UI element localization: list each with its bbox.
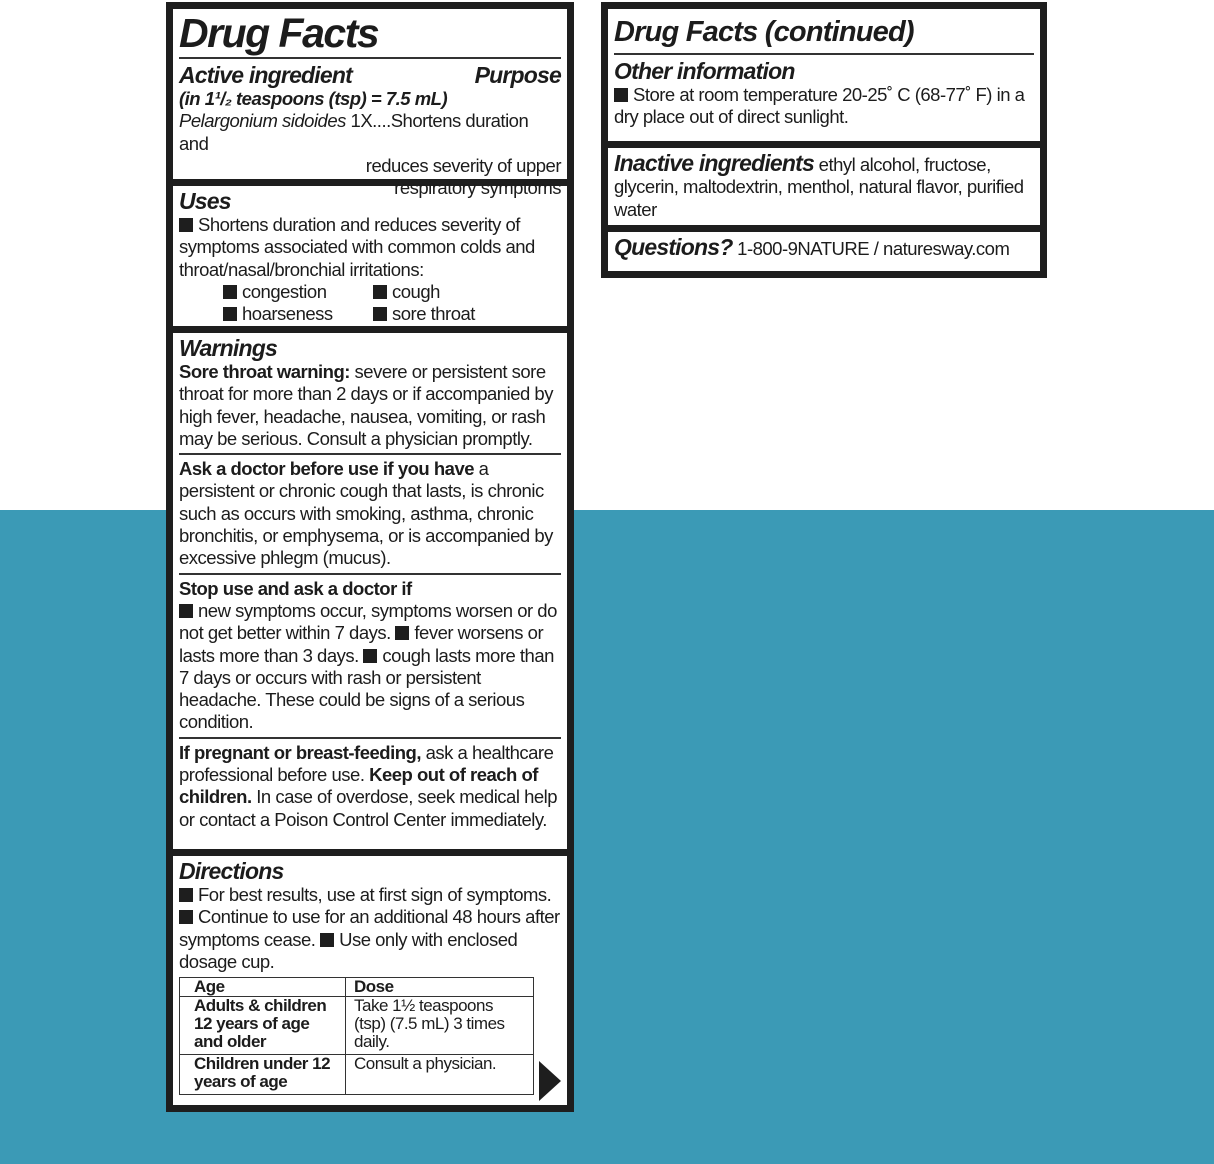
bullet-icon — [320, 933, 334, 947]
ingredient-dose: 1X.... — [345, 110, 391, 132]
other-information-heading: Other information — [614, 58, 795, 84]
purpose-line-1: Shortens duration and — [179, 110, 529, 154]
questions-contact[interactable]: 1-800-9NATURE / naturesway.com — [732, 238, 1010, 259]
bullet-icon — [179, 218, 193, 232]
age-cell: Children under 12 years of age — [180, 1055, 346, 1095]
ingredient-name: Pelargonium sidoides — [179, 110, 346, 132]
directions-text: For best results, use at first sign of symptoms. Continue to use for an additional 48 hours after symptoms cease. Use only with enclosed dosage cup. — [179, 884, 560, 972]
warnings-section — [173, 333, 567, 849]
questions-section — [608, 232, 1040, 271]
other-information-section — [608, 9, 1040, 141]
purpose-line-2: reduces severity of upper — [365, 154, 561, 176]
table-row — [180, 997, 534, 1055]
directions-heading: Directions — [179, 858, 284, 884]
bullet-icon — [614, 88, 628, 102]
dosage-table — [179, 977, 534, 1095]
uses-item: sore throat — [373, 303, 523, 325]
dose-cell: Take 1½ teaspoons (tsp) (7.5 mL) 3 times daily. — [346, 997, 534, 1055]
purpose-heading: Purpose — [474, 62, 561, 88]
dose-cell: Consult a physician. — [346, 1055, 534, 1095]
inactive-ingredients-heading: Inactive ingredients — [614, 150, 815, 176]
bullet-icon — [223, 307, 237, 321]
age-cell: Adults & children 12 years of age and older — [180, 997, 346, 1055]
uses-item: congestion — [223, 281, 373, 303]
pregnancy-warning: If pregnant or breast-feeding, ask a healthcare professional before use. Keep out of reach of children. In case of overdose, seek medical help or contact a Poison Control Center immediately. — [179, 741, 558, 830]
uses-list — [223, 281, 561, 326]
uses-section — [173, 186, 567, 326]
dose-header: Dose — [346, 978, 534, 997]
drug-facts-continued-title: Drug Facts (continued) — [614, 16, 914, 48]
table-row — [180, 1055, 534, 1095]
table-header-row — [180, 978, 534, 997]
bullet-icon — [179, 604, 193, 618]
bullet-icon — [373, 285, 387, 299]
directions-section — [173, 856, 567, 1105]
bullet-icon — [395, 626, 409, 640]
purpose-line-3: respiratory symptoms — [394, 177, 561, 199]
drug-facts-panel — [166, 2, 574, 1112]
inactive-ingredients-text: ethyl alcohol, fructose, glycerin, maltodextrin, menthol, natural flavor, purified water — [614, 154, 1024, 220]
bullet-icon — [363, 649, 377, 663]
bullet-icon — [179, 888, 193, 902]
active-ingredient-heading: Active ingredient — [179, 62, 352, 88]
uses-heading: Uses — [179, 188, 231, 214]
right-arrow-triangle-icon — [539, 1061, 561, 1101]
active-ingredient-section — [173, 9, 567, 199]
bullet-icon — [223, 285, 237, 299]
uses-item: cough — [373, 281, 523, 303]
inactive-ingredients-section — [608, 148, 1040, 225]
serving-size: (in 1¹/₂ teaspoons (tsp) = 7.5 mL) — [179, 88, 448, 109]
questions-heading: Questions? — [614, 234, 733, 260]
stop-use-text: new symptoms occur, symptoms worsen or do not get better within 7 days. fever worsens or lasts more than 3 days. cough lasts more than 7 days or occurs with rash or persistent headache. These could be signs of a serious condition. — [179, 599, 557, 733]
bullet-icon — [179, 910, 193, 924]
drug-facts-continued-panel — [601, 2, 1047, 278]
warnings-heading: Warnings — [179, 335, 277, 361]
other-information-text: Store at room temperature 20-25˚ C (68-77˚ F) in a dry place out of direct sunlight. — [614, 84, 1025, 128]
ask-doctor-warning: Ask a doctor before use if you have a persistent or chronic cough that lasts, is chronic such as occurs with smoking, asthma, chronic bronchitis, or emphysema, or is accompanied by excessive phlegm (mucus). — [179, 458, 553, 569]
bullet-icon — [373, 307, 387, 321]
age-header: Age — [180, 978, 346, 997]
uses-item: hoarseness — [223, 303, 373, 325]
drug-facts-title: Drug Facts — [179, 10, 379, 56]
stop-use-heading: Stop use and ask a doctor if — [179, 577, 412, 599]
uses-text: Shortens duration and reduces severity of symptoms associated with common colds and throat/nasal/bronchial irritations: — [179, 214, 535, 280]
sore-throat-warning: Sore throat warning: severe or persistent sore throat for more than 2 days or if accompanied by high fever, headache, nausea, vomiting, or rash may be serious. Consult a physician promptly. — [179, 361, 553, 449]
ingredient-line — [179, 110, 561, 155]
